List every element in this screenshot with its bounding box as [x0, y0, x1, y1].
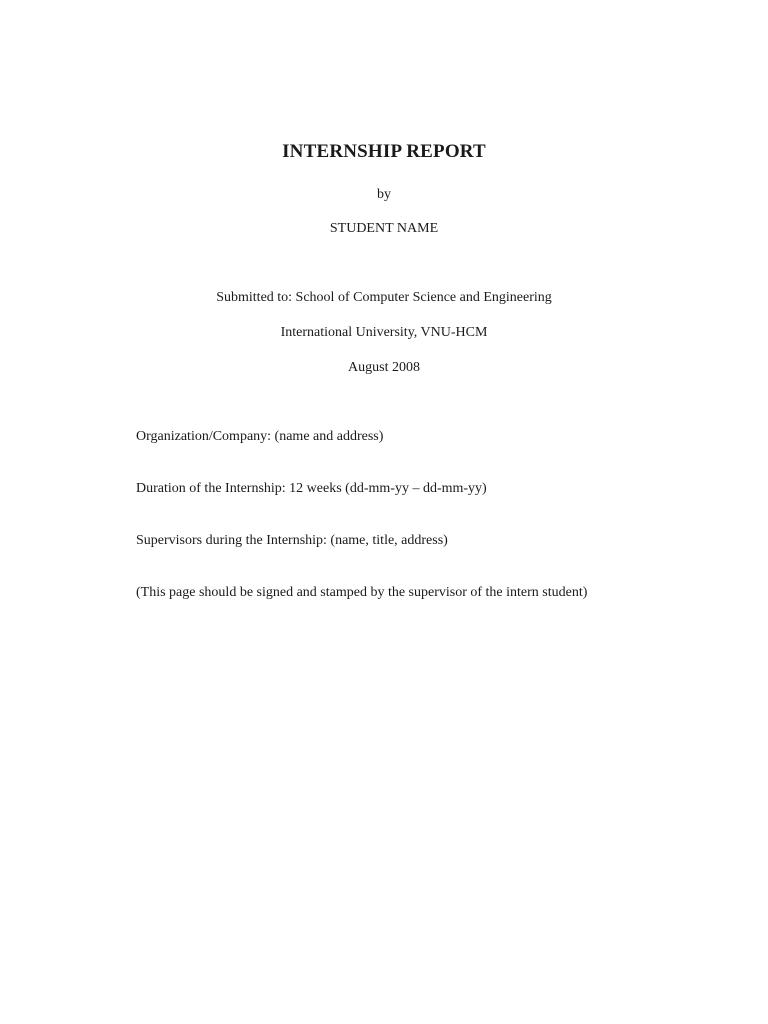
university-name: International University, VNU-HCM	[280, 325, 488, 340]
student-name: STUDENT NAME	[329, 221, 439, 236]
by-label: by	[377, 187, 391, 202]
supervisors-field: Supervisors during the Internship: (name, title, address)	[136, 533, 448, 548]
organization-field: Organization/Company: (name and address)	[136, 429, 384, 444]
duration-field: Duration of the Internship: 12 weeks (dd-mm-yy – dd-mm-yy)	[136, 481, 487, 496]
report-title: INTERNSHIP REPORT	[282, 141, 486, 162]
signature-note: (This page should be signed and stamped by the supervisor of the intern student)	[136, 585, 588, 600]
submission-date: August 2008	[348, 360, 420, 375]
submitted-to: Submitted to: School of Computer Science and Engineering	[216, 290, 552, 305]
